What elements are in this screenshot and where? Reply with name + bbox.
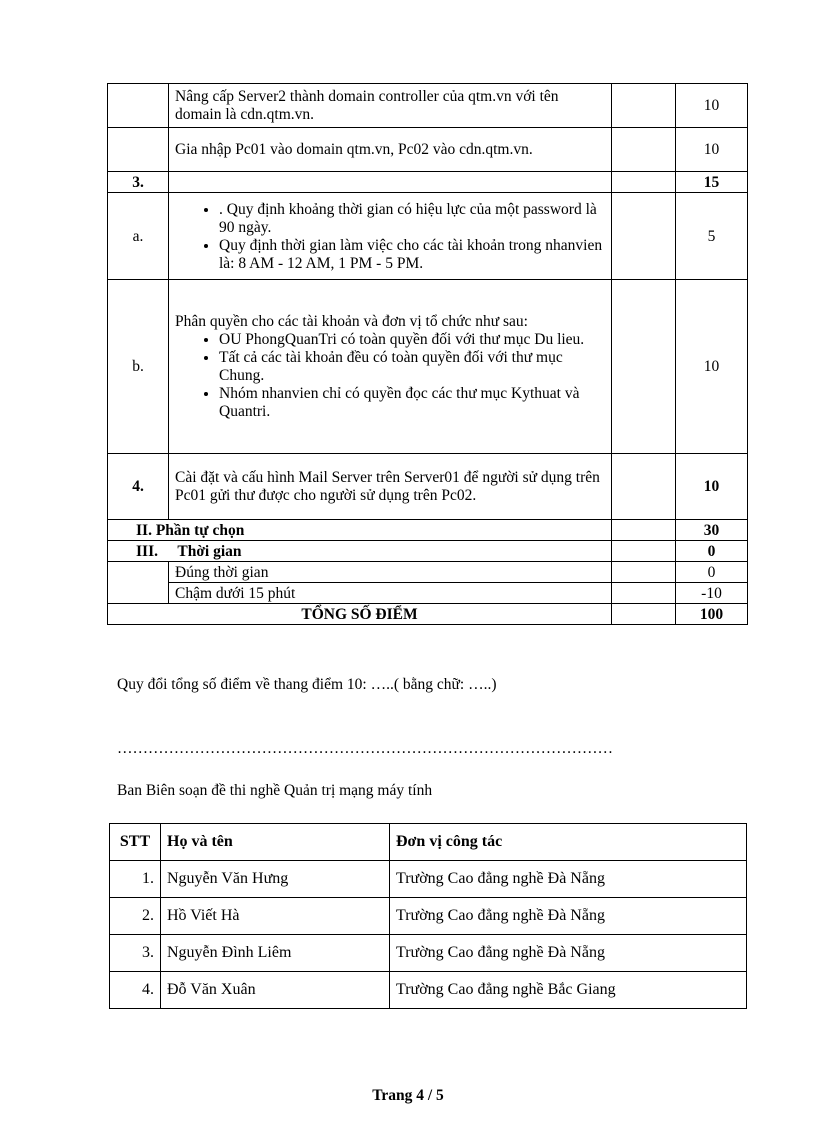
total-score: 100 xyxy=(676,604,748,625)
stt-cell xyxy=(108,128,169,172)
part3-label xyxy=(108,541,612,562)
content-cell: Đúng thời gian xyxy=(169,562,612,583)
content-cell: Chậm dưới 15 phút xyxy=(169,583,612,604)
table-row xyxy=(108,604,748,625)
author-unit: Trường Cao đẳng nghề Đà Nẵng xyxy=(390,935,747,972)
table-row xyxy=(108,583,748,604)
bullet-list xyxy=(175,201,605,273)
score-cell: 10 xyxy=(676,280,748,454)
bullet-list xyxy=(175,331,605,421)
stt-cell: 4. xyxy=(108,454,169,520)
table-row xyxy=(110,972,747,1009)
author-stt: 4. xyxy=(110,972,161,1009)
list-item: • Tất cả các tài khoản đều có toàn quyền đối với thư mục Chung. xyxy=(219,349,605,385)
header-unit: Đơn vị công tác xyxy=(390,824,747,861)
score-cell: 5 xyxy=(676,193,748,280)
table-row xyxy=(108,454,748,520)
score-cell: -10 xyxy=(676,583,748,604)
author-stt: 2. xyxy=(110,898,161,935)
author-name: Nguyễn Văn Hưng xyxy=(161,861,390,898)
intro-text: Phân quyền cho các tài khoản và đơn vị tổ chức như sau: xyxy=(175,313,528,330)
part3-number: III. xyxy=(136,542,158,560)
table-header-row xyxy=(110,824,747,861)
stt-cell xyxy=(108,84,169,128)
content-cell: Cài đặt và cấu hình Mail Server trên Server01 để người sử dụng trên Pc01 gửi thư được cho người sử dụng trên Pc02. xyxy=(169,454,612,520)
author-unit: Trường Cao đẳng nghề Đà Nẵng xyxy=(390,861,747,898)
list-item: • Quy định thời gian làm việc cho các tài khoản trong nhanvien là: 8 AM - 12 AM, 1 PM - 5 PM. xyxy=(219,237,605,273)
table-row xyxy=(110,935,747,972)
score-cell: 0 xyxy=(676,562,748,583)
table-row xyxy=(110,898,747,935)
score-cell: 30 xyxy=(676,520,748,541)
list-item: • OU PhongQuanTri có toàn quyền đối với thư mục Du lieu. xyxy=(219,331,605,349)
score-cell: 0 xyxy=(676,541,748,562)
authors-table xyxy=(109,823,747,1009)
content-cell xyxy=(169,280,612,454)
score-table xyxy=(107,83,748,625)
stt-cell: 3. xyxy=(108,172,169,193)
stt-cell: b. xyxy=(108,280,169,454)
list-item: • Nhóm nhanvien chỉ có quyền đọc các thư mục Kythuat và Quantri. xyxy=(219,385,605,421)
total-label: TỔNG SỐ ĐIỂM xyxy=(108,604,612,625)
author-unit: Trường Cao đẳng nghề Đà Nẵng xyxy=(390,898,747,935)
table-row xyxy=(108,172,748,193)
table-row xyxy=(108,541,748,562)
content-cell: Nâng cấp Server2 thành domain controller của qtm.vn với tên domain là cdn.qtm.vn. xyxy=(169,84,612,128)
board-title: Ban Biên soạn đề thi nghề Quản trị mạng máy tính xyxy=(117,782,433,799)
table-row xyxy=(108,280,748,454)
content-cell xyxy=(169,193,612,280)
author-stt: 1. xyxy=(110,861,161,898)
score-cell: 10 xyxy=(676,128,748,172)
table-row xyxy=(110,861,747,898)
table-row xyxy=(108,128,748,172)
content-cell: Gia nhập Pc01 vào domain qtm.vn, Pc02 vào cdn.qtm.vn. xyxy=(169,128,612,172)
part3-title: Thời gian xyxy=(177,542,242,560)
table-row xyxy=(108,520,748,541)
score-cell: 10 xyxy=(676,454,748,520)
score-cell: 15 xyxy=(676,172,748,193)
dotted-line: …………………………………………………………………………………… xyxy=(117,740,613,757)
header-name: Họ và tên xyxy=(161,824,390,861)
author-unit: Trường Cao đẳng nghề Bắc Giang xyxy=(390,972,747,1009)
list-item: • . Quy định khoảng thời gian có hiệu lực của một password là 90 ngày. xyxy=(219,201,605,237)
author-name: Nguyễn Đình Liêm xyxy=(161,935,390,972)
table-row xyxy=(108,562,748,583)
author-stt: 3. xyxy=(110,935,161,972)
author-name: Hồ Viết Hà xyxy=(161,898,390,935)
stt-cell: a. xyxy=(108,193,169,280)
header-stt: STT xyxy=(110,824,161,861)
table-row xyxy=(108,84,748,128)
table-row xyxy=(108,193,748,280)
part2-label: II. Phần tự chọn xyxy=(108,520,612,541)
author-name: Đỗ Văn Xuân xyxy=(161,972,390,1009)
score-cell: 10 xyxy=(676,84,748,128)
conversion-line: Quy đổi tổng số điểm về thang điểm 10: …..( bằng chữ: …..) xyxy=(117,676,497,693)
page-number: Trang 4 / 5 xyxy=(372,1087,444,1104)
